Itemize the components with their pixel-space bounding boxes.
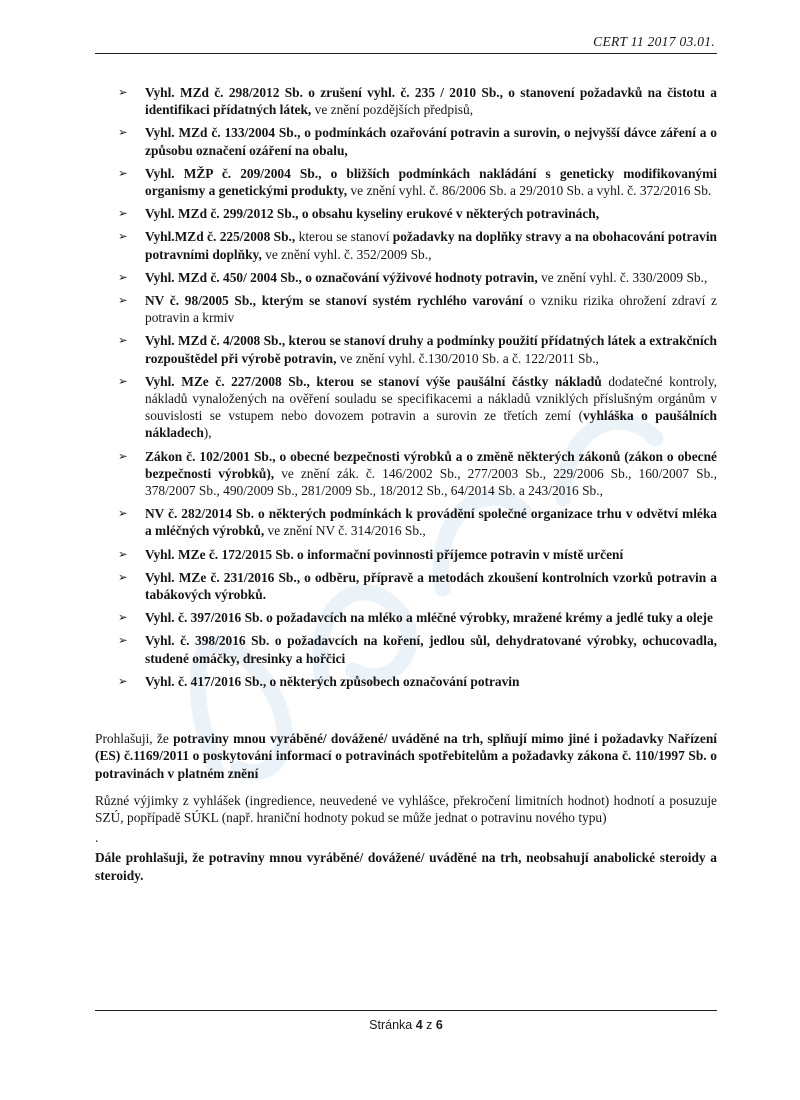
list-item-text	[145, 292, 717, 326]
text-run-bold: 6	[435, 1018, 443, 1032]
list-item	[95, 332, 717, 366]
text-run-bold: Vyhl.MZd č. 225/2008 Sb.,	[145, 229, 299, 245]
declarations	[95, 730, 717, 884]
list-item-text	[145, 373, 717, 442]
list-item	[95, 546, 717, 563]
list-item	[95, 373, 717, 442]
page-number	[95, 1018, 717, 1032]
text-run-bold: Vyhl. č. 397/2016 Sb. o požadavcích na mléko a mléčné výrobky, mražené krémy a jedlé tuky a oleje	[145, 610, 713, 626]
paragraph	[95, 792, 717, 826]
arrow-right-icon: ➢	[118, 293, 128, 308]
list-item	[95, 632, 717, 666]
list-item	[95, 124, 717, 158]
arrow-right-icon: ➢	[118, 610, 128, 625]
decree-list	[95, 84, 717, 690]
text-run: o vzniku rizika ohrožení zdraví z potravin a krmiv	[145, 293, 717, 326]
arrow-right-icon: ➢	[118, 448, 128, 463]
text-run-bold: Vyhl. MZe č. 231/2016 Sb., o odběru, přípravě a metodách zkoušení kontrolních vzorků potravin a tabákových výrobků.	[145, 569, 717, 603]
text-run: ve znění vyhl. č.130/2010 Sb. a č. 122/2011 Sb.,	[339, 350, 599, 366]
arrow-right-icon: ➢	[118, 673, 128, 688]
page-content	[95, 84, 717, 894]
arrow-right-icon: ➢	[118, 633, 128, 648]
list-item	[95, 84, 717, 118]
list-item-text	[145, 505, 717, 539]
text-run: Různé výjimky z vyhlášek (ingredience, neuvedené ve vyhlášce, překročení limitních hodnot) hodnotí a posuzuje SZÚ, popřípadě SÚKL (např. hraniční hodnoty pokud se může jednat o potravinu nového typu)	[95, 792, 717, 825]
text-run: ),	[203, 425, 212, 441]
text-run-bold: Vyhl. MZd č. 4/2008 Sb., kterou se stanoví druhy a podmínky použití přídatných látek a extrakčních rozpouštědel při výrobě potravin,	[145, 333, 717, 366]
list-item-text	[145, 569, 717, 603]
arrow-right-icon: ➢	[118, 506, 128, 521]
arrow-right-icon: ➢	[118, 229, 128, 244]
text-run: ve znění pozdějších předpisů,	[314, 102, 474, 118]
arrow-right-icon: ➢	[118, 333, 128, 348]
list-item-text	[145, 673, 717, 690]
arrow-right-icon: ➢	[118, 85, 128, 99]
list-item-text	[145, 205, 717, 222]
list-item	[95, 569, 717, 603]
header-rule	[95, 53, 717, 54]
text-run-bold: potraviny mnou vyráběné/ dovážené/ uváděné na trh, splňují mimo jiné i požadavky Nařízení (ES) č.1169/2011 o poskytování informací o potravinách spotřebitelům a požadavky zákona č. 110/1997 Sb. o potravinách v platném znění	[95, 731, 717, 781]
text-run: ve znění vyhl. č. 86/2006 Sb. a 29/2010 Sb. a vyhl. č. 372/2016 Sb.	[350, 183, 712, 199]
text-run: ve znění zák. č. 146/2002 Sb., 277/2003 Sb., 229/2006 Sb., 160/2007 Sb., 378/2007 Sb., 490/2009 Sb., 281/2009 Sb., 18/2012 Sb., 64/2014 Sb. a 243/2016 Sb.,	[145, 465, 717, 499]
text-run-bold: NV č. 98/2005 Sb., kterým se stanoví systém rychlého varování	[145, 293, 529, 309]
arrow-right-icon: ➢	[118, 373, 128, 388]
arrow-right-icon: ➢	[118, 269, 128, 284]
text-run: z	[422, 1018, 436, 1032]
text-run: Stránka	[369, 1018, 416, 1032]
text-run-bold: Zákon č. 102/2001 Sb., o obecné bezpečnosti výrobků a o změně některých zákonů (zákon o obecné bezpečnosti výrobků),	[145, 448, 717, 481]
list-item-text	[145, 448, 717, 500]
list-item-text	[145, 632, 717, 666]
page-footer	[95, 1010, 717, 1032]
arrow-right-icon: ➢	[118, 569, 128, 584]
arrow-right-icon: ➢	[118, 165, 128, 180]
text-run-bold: NV č. 282/2014 Sb. o některých podmínkách k provádění společné organizace trhu v odvětví mléka a mléčných výrobků,	[145, 506, 717, 539]
text-run: ve znění NV č. 314/2016 Sb.,	[267, 523, 426, 539]
text-run-bold: Vyhl. MZd č. 450/ 2004 Sb., o označování výživové hodnoty potravin,	[145, 269, 542, 285]
paragraph	[95, 849, 717, 883]
paragraph	[95, 730, 717, 782]
doc-code: CERT 11 2017 03.01.	[593, 34, 715, 49]
text-run-bold: Dále prohlašuji, že potraviny mnou vyráběné/ dovážené/ uváděné na trh, neobsahují anabolické steroidy a steroidy.	[95, 850, 717, 883]
text-run-bold: Vyhl. MZd č. 299/2012 Sb., o obsahu kyseliny erukové v některých potravinách,	[145, 206, 600, 222]
page-header	[95, 34, 717, 54]
list-item-text	[145, 546, 717, 563]
text-run-bold: Vyhl. MZd č. 133/2004 Sb., o podmínkách ozařování potravin a surovin, o nejvyšší dávce záření a o způsobu označení ozáření na obalu,	[145, 125, 717, 158]
list-item	[95, 269, 717, 286]
text-run-bold: Vyhl. MZe č. 227/2008 Sb., kterou se stanoví výše paušální částky nákladů	[145, 373, 609, 389]
text-run-bold: Vyhl. č. 398/2016 Sb. o požadavcích na koření, jedlou sůl, dehydratované výrobky, ochucovadla, studené omáčky, dresinky a hořčici	[145, 633, 717, 666]
list-item	[95, 505, 717, 539]
text-run: ve znění vyhl. č. 330/2009 Sb.,	[541, 269, 708, 285]
text-run: ve znění vyhl. č. 352/2009 Sb.,	[265, 246, 432, 262]
list-item-text	[145, 269, 717, 286]
list-item	[95, 292, 717, 326]
text-run-bold: Vyhl. MŽP č. 209/2004 Sb., o bližších podmínkách nakládání s geneticky modifikovanými organismy a genetickými produkty,	[145, 165, 717, 199]
text-run-bold: požadavky na doplňky stravy a na obohacování potravin potravními doplňky,	[145, 229, 717, 262]
text-run: .	[95, 830, 99, 846]
arrow-right-icon: ➢	[118, 125, 128, 140]
text-run-bold: 4	[415, 1018, 423, 1032]
text-run-bold: Vyhl. MZd č. 298/2012 Sb. o zrušení vyhl. č. 235 / 2010 Sb., o stanovení požadavků na čistotu a identifikaci přídatných látek,	[145, 85, 717, 118]
list-item	[95, 228, 717, 262]
list-item-text	[145, 609, 717, 626]
list-item	[95, 673, 717, 690]
list-item	[95, 165, 717, 199]
footer-rule	[95, 1010, 717, 1011]
list-item-text	[145, 228, 717, 262]
list-item	[95, 609, 717, 626]
text-run-bold: vyhláška o paušálních nákladech	[145, 408, 717, 441]
text-run-bold: Vyhl. MZe č. 172/2015 Sb. o informační povinnosti příjemce potravin v místě určení	[145, 546, 624, 562]
list-item-text	[145, 124, 717, 158]
text-run: dodatečné kontroly, nákladů vynaložených na ověření souladu se specifikacemi a nákladů vzniklých příslušným orgánům v souvislosti se vstupem nebo dovozem potravin a surovin ze třetích zemí (	[145, 373, 717, 424]
list-item	[95, 448, 717, 500]
list-item	[95, 205, 717, 222]
list-item-text	[145, 332, 717, 366]
list-item-text	[145, 165, 717, 199]
paragraph	[95, 829, 717, 846]
text-run-bold: Vyhl. č. 417/2016 Sb., o některých způsobech označování potravin	[145, 673, 520, 689]
text-run: Prohlašuji, že	[95, 731, 174, 747]
list-item-text	[145, 84, 717, 118]
arrow-right-icon: ➢	[118, 206, 128, 221]
text-run: kterou se stanoví	[298, 229, 393, 245]
arrow-right-icon: ➢	[118, 546, 128, 561]
